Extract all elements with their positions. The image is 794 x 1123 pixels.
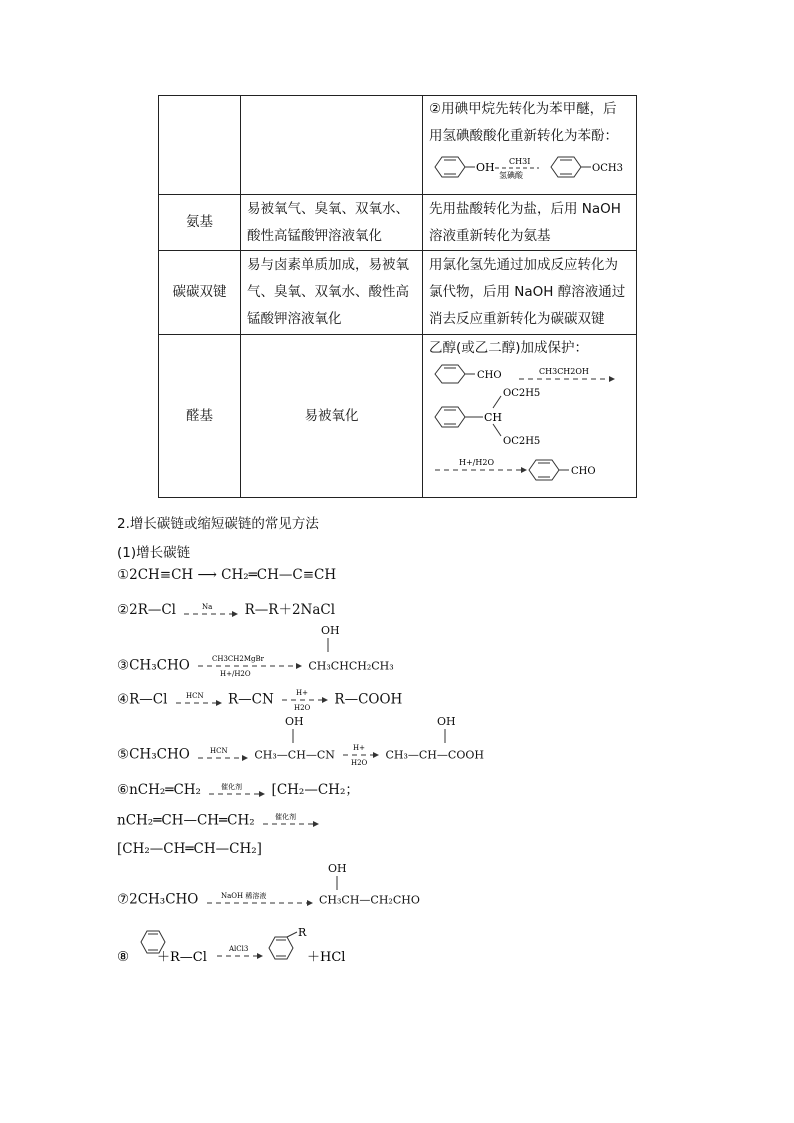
method-line: 氯代物，后用 NaOH 醇溶液通过 [429,284,626,300]
product: CH₃CHCH₂CH₃ [308,659,394,673]
bond-line [443,729,447,743]
ethoxy-label: OC2H5 [503,436,541,447]
reactant: ＋R—Cl [157,950,207,965]
benzene-ring-icon [435,157,465,177]
bond-line [326,638,330,652]
reaction-arrow [180,602,240,620]
table-row [159,195,637,251]
method-line: 用氯化氢先通过加成反应转化为 [429,257,618,273]
reaction-6b-product [117,841,262,857]
property-line: 易被氧气、臭氧、双氧水、 [247,200,409,217]
polymer-bracket-open: [ [271,782,277,798]
protecting-group-table [158,95,637,498]
intermediate: CH₃—CH—CN [254,748,335,762]
method-line: 消去反应重新转化为碳碳双键 [429,311,605,327]
benzene-ring-icon [529,460,559,480]
group-cell: 氨基 [159,195,241,251]
table-row [159,335,637,498]
reaction-arrow [278,688,330,712]
reaction-arrow [259,812,321,830]
benzene-ring-icon [551,157,581,177]
section-title: 2.增长碳链或缩短碳链的常见方法 [117,516,319,532]
reaction-arrow [339,743,381,767]
reagent-label: H+/H2O [220,670,251,678]
reagent-label: HCN [210,747,228,755]
reactant: ⑥nCH₂═CH₂ [117,782,201,798]
reagent-bottom-label: 氢碘酸 [499,171,523,180]
bond-line [335,876,339,890]
reaction-8 [117,926,367,974]
group-cell: 醛基 [159,335,241,498]
reagent-label: AlCl3 [229,945,249,953]
polymer-bracket-close: ] [256,841,262,857]
reactant: ⑦2CH₃CHO [117,891,199,908]
reaction-arrow [172,691,224,709]
method-line: 乙醇(或乙二醇)加成保护： [429,340,589,356]
reaction-arrow [203,891,315,909]
property-line: 易与卤素单质加成，易被氧 [247,257,409,273]
hydroxyl-label: OH [285,715,304,728]
scheme-left-group: OH [476,161,495,174]
benzene-ring-icon [435,407,465,427]
reactant: ②2R—Cl [117,602,177,618]
reaction-arrow [205,782,267,800]
reactant: ④R—Cl [117,691,168,708]
hydroxyl-label: OH [321,624,340,637]
reagent-label: CH3CH2MgBr [212,655,265,663]
reagent-label: NaOH 稀溶液 [220,892,267,900]
reaction-2 [117,598,335,620]
reagent-label: HCN [185,692,204,700]
reactant: ③CH₃CHO [117,657,190,674]
reaction-1: ①2CH≡CH ⟶ CH₂═CH—C≡CH [117,567,337,583]
reaction-6a [117,778,359,800]
polymer-bracket-open: [ [117,841,123,857]
table-row [159,251,637,335]
group-cell [159,96,241,195]
cho-label: CHO [477,370,502,381]
reagent-label: H2O [294,704,311,712]
benzene-ring-icon [435,365,465,383]
method-cell [423,251,637,335]
property-cell [241,96,423,195]
substituent-label: R [298,926,307,939]
subsection-title: (1)增长碳链 [117,545,191,561]
ch-label: CH [484,411,503,424]
property-cell [241,195,423,251]
method-cell [423,96,637,195]
product: R—COOH [334,691,403,708]
product: CH₃—CH—COOH [385,748,484,762]
reactant: ⑤CH₃CHO [117,746,190,763]
product: CH₂—CH₂； [276,782,359,798]
hydroxyl-label: OH [437,715,456,728]
reagent-label: 催化剂 [221,782,243,791]
group-cell: 碳碳双键 [159,251,241,335]
table-row [159,96,637,195]
property-line: 气、臭氧、双氧水、酸性高 [247,284,409,300]
intermediate: R—CN [228,691,274,708]
reaction-arrow [194,746,250,764]
method-line: 用氢碘酸酸化重新转化为苯酚： [429,128,618,144]
scheme-right-group: OCH3 [592,163,623,174]
ethoxy-label: OC2H5 [503,388,541,399]
reaction-arrow [194,653,304,679]
reaction-5 [117,743,484,767]
reaction-3 [117,653,394,679]
reagent-label: CH3CH2OH [539,367,589,376]
method-line: 溶液重新转化为氨基 [429,227,551,244]
product: CH₂—CH═CH—CH₂ [122,841,257,857]
product: CH₃CH—CH₂CHO [318,893,420,907]
method-cell [423,195,637,251]
method-line: ②用碘甲烷先转化为苯甲醚，后 [429,101,617,117]
reaction-7 [117,891,420,909]
bond-line [291,729,295,743]
reagent-label: Na [202,602,213,611]
benzene-ring-icon [269,937,293,959]
hydroxyl-label: OH [328,862,347,875]
reaction-number: ⑧ [117,949,130,965]
method-line: 先用盐酸转化为盐，后用 NaOH [429,200,621,217]
property-cell: 易被氧化 [241,335,423,498]
reaction-6b [117,812,321,830]
phenol-methylation-scheme [429,150,629,184]
reactant: nCH₂═CH—CH═CH₂ [117,812,255,829]
reagent-top-label: CH3I [509,157,531,166]
product: R—R＋2NaCl [244,602,336,618]
aldehyde-protection-scheme [429,362,629,487]
method-cell [423,335,637,498]
reagent-label: H2O [351,759,368,767]
reagent-label: H+/H2O [459,458,494,467]
product: ＋HCl [307,950,346,965]
cho-label: CHO [571,466,596,477]
property-line: 酸性高锰酸钾溶液氧化 [247,227,382,244]
reagent-label: 催化剂 [274,813,296,821]
reagent-label: H+ [353,744,366,752]
property-cell [241,251,423,335]
reagent-label: H+ [296,689,309,697]
reaction-4 [117,688,402,712]
friedel-crafts-scheme [117,926,367,970]
property-line: 锰酸钾溶液氧化 [247,311,342,327]
